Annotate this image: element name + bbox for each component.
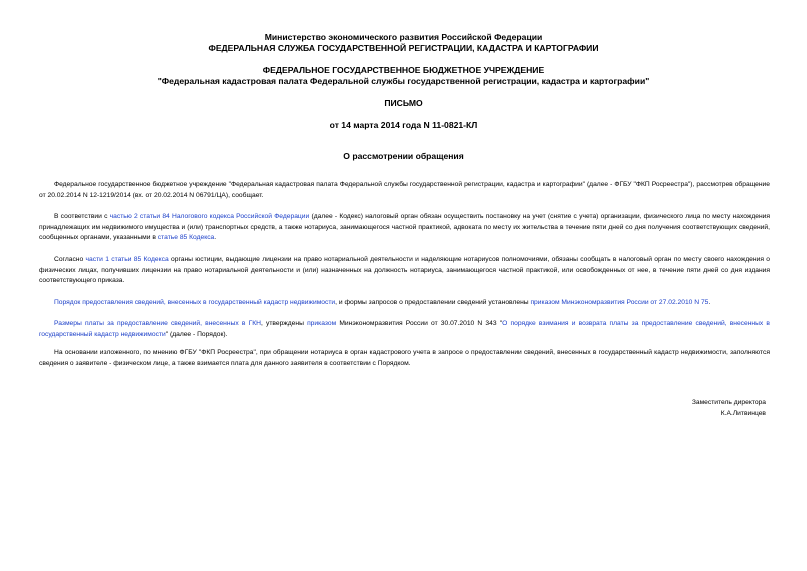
paragraph-4 — [39, 298, 770, 309]
ministry-title: Министерство экономического развития Российской Федерации — [264, 32, 543, 42]
paragraph-5 — [39, 319, 770, 340]
paragraph-6: На основании изложенного, по мнению ФГБУ "ФКП Росреестра", при обращении нотариуса в орган кадастрового учета в запросе о предоставлении сведений, внесенных в государственный кадастр недвижимости, заполняются сведения о заявителе - физическом лице, а также взимается плата для данного заявителя в соответствии с Порядком. — [39, 349, 770, 367]
service-title: ФЕДЕРАЛЬНАЯ СЛУЖБА ГОСУДАРСТВЕННОЙ РЕГИСТРАЦИИ, КАДАСТРА И КАРТОГРАФИИ — [208, 43, 599, 53]
link-art85-part1[interactable]: части 1 статьи 85 Кодекса — [85, 256, 169, 263]
document-date-number: от 14 марта 2014 года N 11-0821-КЛ — [329, 120, 478, 130]
link-order-75[interactable]: приказом Минэкономразвития России от 27.02.2010 N 75 — [530, 299, 709, 306]
link-tax-code-art85[interactable]: статье 85 Кодекса — [157, 234, 215, 242]
paragraph-2-text: (далее - Кодекс) налоговый орган обязан осуществить постановку на учет (снятие с учета) организации, физического лица по месту нахождения принадлежащих им недвижимого имущества и (или) транспортных средств, а также нотариуса, занимающегося частной практикой, адвоката по месту их жительства в течение пяти дней со дня получения соответствующих сведений, сообщенных органами, указанными в — [39, 213, 771, 242]
link-order[interactable]: приказом — [307, 320, 337, 327]
link-procedure-gkn[interactable]: Порядок предоставления сведений, внесенных в государственный кадастр недвижимости — [54, 299, 336, 306]
institution-name: "Федеральная кадастровая палата Федеральной службы государственной регистрации, кадастра и картографии" — [157, 76, 650, 86]
link-tax-code-art84[interactable]: частью 2 статьи 84 Налогового кодекса Российской Федерации — [109, 213, 310, 220]
signature-name: К.А.Литвинцев — [720, 410, 766, 417]
paragraph-4-text: , и формы запросов о предоставлении сведений установлены — [335, 299, 531, 306]
paragraph-3-text: органы юстиции, выдающие лицензии на право нотариальной деятельности и наделяющие нотариусов полномочиями, обязаны сообщать в налоговый орган по месту своего нахождения о физических лицах, получивших лицензии на право нотариальной деятельности и (или) назначенных на должность нотариуса, занимающегося частной практикой, или освобожденных от нее, в течение пяти дней со дня издания соответствующего приказа. — [39, 256, 770, 285]
link-order-343-title[interactable]: О порядке взимания и возврата платы за предоставление сведений, внесенных в государственный кадастр недвижимости — [39, 320, 770, 338]
paragraph-5-text: Минэкономразвития России от 30.07.2010 N 343 " — [336, 320, 503, 327]
paragraph-1: Федеральное государственное бюджетное учреждение "Федеральная кадастровая палата Федеральной службы государственной регистрации, кадастра и картографии" (далее - ФГБУ "ФКП Росреестра"), рассмотрев обращение от 20.02.2014 N 12-1219/2014 (вх. от 20.02.2014 N 06791/ЦА), сообщает. — [39, 181, 770, 199]
paragraph-4-text: . — [708, 299, 711, 306]
paragraph-5-text: " (далее - Порядок). — [165, 330, 228, 338]
paragraph-2-text: . — [214, 234, 217, 242]
paragraph-2-text: В соответствии с — [54, 213, 110, 220]
document-subject: О рассмотрении обращения — [343, 151, 464, 161]
paragraph-3-text: Согласно — [54, 256, 86, 263]
signature-position: Заместитель директора — [691, 399, 766, 406]
document-type: ПИСЬМО — [384, 98, 423, 108]
link-fee-sizes[interactable]: Размеры платы за предоставление сведений, внесенных в ГКН — [54, 320, 261, 327]
paragraph-5-text: , утверждены — [260, 320, 308, 327]
paragraph-3 — [39, 255, 770, 287]
paragraph-2 — [39, 212, 770, 244]
institution-title: ФЕДЕРАЛЬНОЕ ГОСУДАРСТВЕННОЕ БЮДЖЕТНОЕ УЧРЕЖДЕНИЕ — [262, 65, 545, 75]
